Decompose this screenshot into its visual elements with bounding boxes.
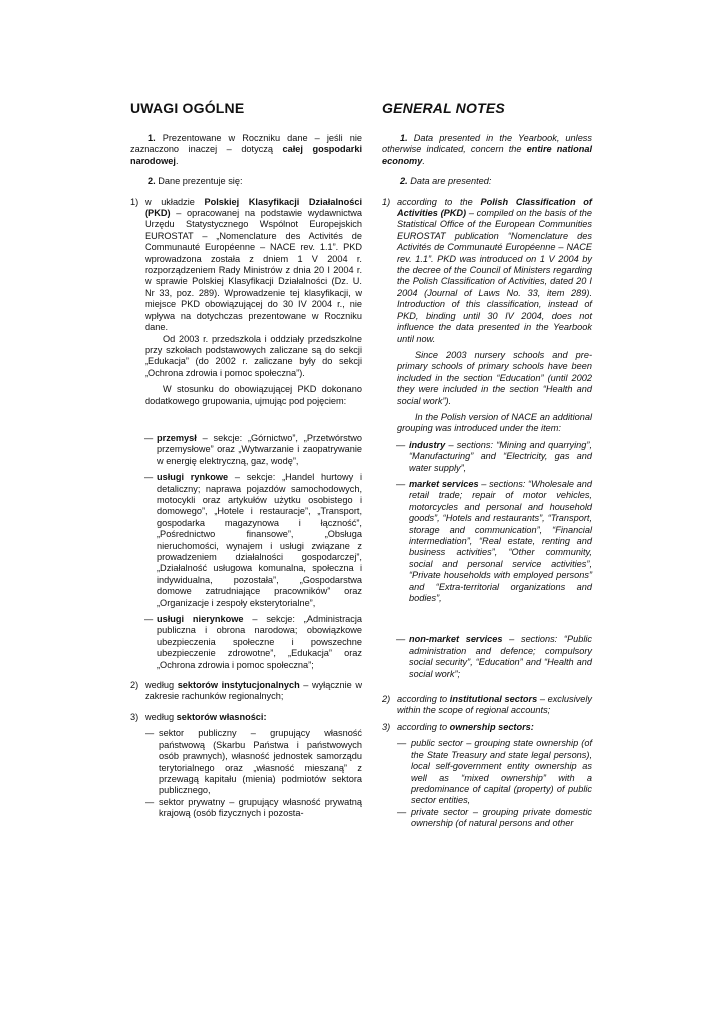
dash-item-industry-en: — industry – sections: “Mining and quarrying”, “Manufacturing” and “Electricity, gas and water supply”, <box>396 439 592 473</box>
english-column <box>382 100 592 830</box>
polish-column <box>130 100 362 820</box>
paragraph-2-pl: 2. Dane prezentuje się: <box>148 176 243 187</box>
dash-item-industry-pl: — przemysł – sekcje: „Górnictwo”, „Przetwórstwo przemysłowe” oraz „Wytwarzanie i zaopatrywanie w energię elektryczną, gaz, wodę”, <box>144 432 362 466</box>
sub-item-private-pl: — sektor prywatny – grupujący własność prywatną krajową (osób fizycznych i pozosta- <box>145 796 362 819</box>
sub-item-public-en: — public sector – grouping state ownership (of the State Treasury and state legal persons), local self-government entity ownership as well as “mixed ownership” with a predominance of capital (property) of public sector entities, <box>397 738 592 806</box>
page-title-pl: UWAGI OGÓLNE <box>130 100 245 116</box>
dash-item-nonmarket-en: — non-market services – sections: “Public administration and defence; compulsory social security”, “Education” and “Health and social work”; <box>396 634 592 679</box>
paragraph-1-pl: 1. Prezentowane w Roczniku dane – jeśli nie zaznaczono inaczej – dotyczą całej gospodarki narodowej. <box>130 133 362 166</box>
list-item-1-pl: 1) w układzie Polskiej Klasyfikacji Działalności (PKD) – opracowanej na podstawie wydawnictwa Urzędu Statystycznego Wspólnot Europejskich EUROSTAT – „Nomenclature des Activités de Communauté Européenne – NACE rev. 1.1”. PKD wprowadzona została z dniem 1 V 2004 r. rozporządzeniem Rady Ministrów z dnia 20 I 2004 r. w sprawie Polskiej Klasyfikacji Działalności (Dz. U. Nr 33, poz. 289). Wprowadzenie tej klasyfikacji, w miejsce PKD obowiązującej do 30 IV 2004 r., nie wpływa na dotychczas prezentowane w Roczniku dane. <box>130 196 363 333</box>
dash-item-nonmarket-pl: — usługi nierynkowe – sekcje: „Administracja publiczna i obrona narodowa; obowiązkowe ubezpieczenia społeczne i powszechne ubezpieczenie zdrowotne”, „Edukacja” oraz „Ochrona zdrowia i pomoc społeczna”; <box>144 614 362 670</box>
dash-item-market-en: — market services – sections: “Wholesale and retail trade; repair of motor vehicles, motorcycles and personal and household goods”, “Hotels and restaurants”, “Transport, storage and communication”, “Financial intermediation”, “Real estate, renting and business activities”, “Other community, social and personal service activities”, “Private households with employed persons” and “Extra-territorial organizations and bodies”, <box>396 478 592 604</box>
paragraph-2-en: 2. Data are presented: <box>400 176 492 187</box>
paragraph-1-en: 1. Data presented in the Yearbook, unless otherwise indicated, concern the entire national economy. <box>382 133 592 166</box>
paragraph-grouping-en: In the Polish version of NACE an additional grouping was introduced under the item: <box>397 411 592 434</box>
paragraph-2003-en: Since 2003 nursery schools and pre-primary schools of primary schools have been included in the section “Education” (until 2002 they were included in the section “Health and social work”). <box>397 349 592 406</box>
list-item-1-en: 1) according to the Polish Classification of Activities (PKD) – compiled on the basis of the Statistical Office of the European Communities EUROSTAT publication “Nomenclature des Activités de Communauté Européenne – NACE rev. 1.1”. PKD was introduced on 1 V 2004 by the decree of the Council of Ministers regarding the Polish Classification of Activities, dated 20 I 2004 (Journal of Laws No. 33, item 289). Introduction of this classification, instead of PKD, binding until 30 IV 2004, does not influence the data presented in the Yearbook until now. <box>382 196 592 344</box>
sub-item-public-pl: — sektor publiczny – grupujący własność państwową (Skarbu Państwa i państwowych osób prawnych), własność jednostek samorządu terytorialnego oraz „własność mieszaną” z przewagą kapitału (mienia) podmiotów sektora publicznego, <box>145 728 362 796</box>
list-item-2-en: 2) according to institutional sectors – exclusively within the scope of regional accounts; <box>382 694 593 716</box>
paragraph-grouping-pl: W stosunku do obowiązującej PKD dokonano dodatkowego grupowania, ujmując pod pojęciem: <box>145 384 362 406</box>
page-title-en: GENERAL NOTES <box>382 100 505 116</box>
list-item-2-pl: 2) według sektorów instytucjonalnych – wyłącznie w zakresie rachunków regionalnych; <box>130 680 362 702</box>
paragraph-2003-pl: Od 2003 r. przedszkola i oddziały przedszkolne przy szkołach podstawowych zaliczane są do sekcji „Edukacja” (do 2002 r. zaliczane były do sekcji „Ochrona zdrowia i pomoc społeczna”). <box>145 333 362 378</box>
list-item-3-en: 3) according to ownership sectors: <box>382 721 534 732</box>
list-item-3-pl: 3) według sektorów własności: <box>130 711 267 722</box>
sub-item-private-en: — private sector – grouping private domestic ownership (of natural persons and other <box>397 806 592 829</box>
dash-item-market-pl: — usługi rynkowe – sekcje: „Handel hurtowy i detaliczny; naprawa pojazdów samochodowych, motocykli oraz artykułów użytku osobistego i domowego”, „Hotele i restauracje”, „Transport, gospodarka magazynowa i łączność”, „Pośrednictwo finansowe”, „Obsługa nieruchomości, wynajem i usługi związane z prowadzeniem działalności gospodarczej”, „Działalność usługowa komunalna, społeczna i indywidualna, pozostała”, „Gospodarstwa domowe zatrudniające pracowników” oraz „Organizacje i zespoły eksterytorialne”, <box>144 472 362 608</box>
